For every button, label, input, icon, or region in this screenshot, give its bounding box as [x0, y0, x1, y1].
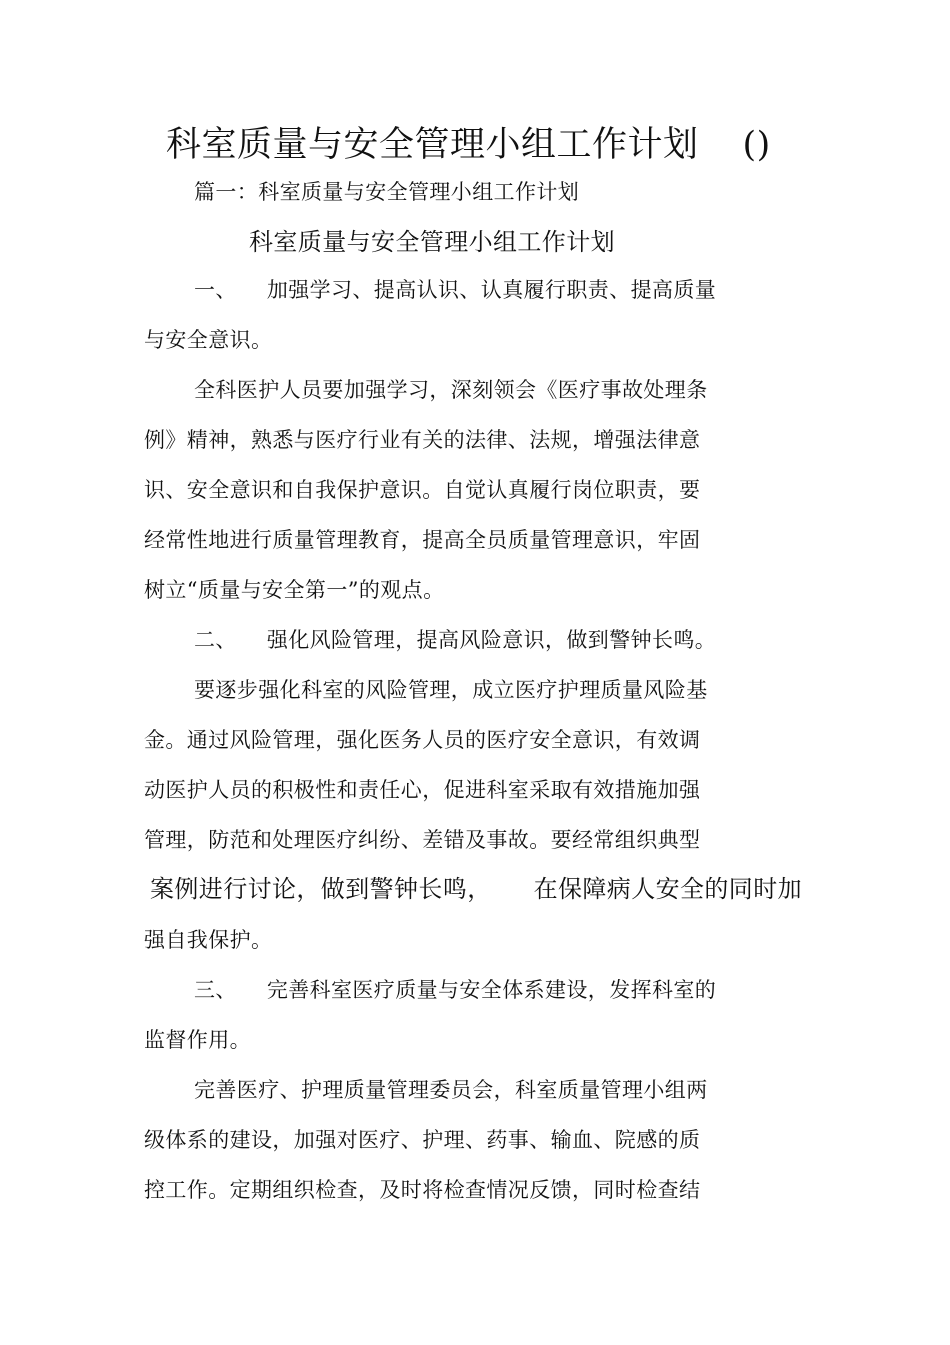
text-line: 管理，防范和处理医疗纠纷、差错及事故。要经常组织典型 — [144, 828, 701, 852]
text-line: 与安全意识。 — [144, 328, 273, 352]
document-title — [166, 120, 771, 170]
text-line: 要逐步强化科室的风险管理，成立医疗护理质量风险基 — [194, 678, 708, 702]
title-paren: () — [742, 125, 771, 165]
text-line: 经常性地进行质量管理教育，提高全员质量管理意识，牢固 — [144, 528, 701, 552]
text-line: 强自我保护。 — [144, 928, 273, 952]
text-line: 动医护人员的积极性和责任心，促进科室采取有效措施加强 — [144, 778, 701, 802]
text-line: 二、 强化风险管理，提高风险意识，做到警钟长鸣。 — [194, 628, 717, 652]
text-line: 控工作。定期组织检查，及时将检查情况反馈，同时检查结 — [144, 1178, 701, 1202]
text-line: 监督作用。 — [144, 1028, 251, 1052]
text-line: 级体系的建设，加强对医疗、护理、药事、输血、院感的质 — [144, 1128, 701, 1152]
text-line: 三、 完善科室医疗质量与安全体系建设，发挥科室的 — [194, 978, 717, 1002]
subtitle: 篇一：科室质量与安全管理小组工作计划 — [194, 180, 580, 204]
text-line: 树立“质量与安全第一”的观点。 — [144, 578, 445, 602]
title-text: 科室质量与安全管理小组工作计划 — [166, 125, 699, 165]
text-line: 一、 加强学习、提高认识、认真履行职责、提高质量 — [194, 278, 717, 302]
text-line: 金。通过风险管理，强化医务人员的医疗安全意识，有效调 — [144, 728, 701, 752]
text-line: 例》精神，熟悉与医疗行业有关的法律、法规，增强法律意 — [144, 428, 701, 452]
text-line: 完善医疗、护理质量管理委员会，科室质量管理小组两 — [194, 1078, 708, 1102]
section-heading: 科室质量与安全管理小组工作计划 — [249, 228, 615, 256]
text-line: 全科医护人员要加强学习，深刻领会《医疗事故处理条 — [194, 378, 708, 402]
text-line: 识、安全意识和自我保护意识。自觉认真履行岗位职责，要 — [144, 478, 701, 502]
text-line: 案例进行讨论，做到警钟长鸣， 在保障病人安全的同时加 — [150, 875, 803, 903]
